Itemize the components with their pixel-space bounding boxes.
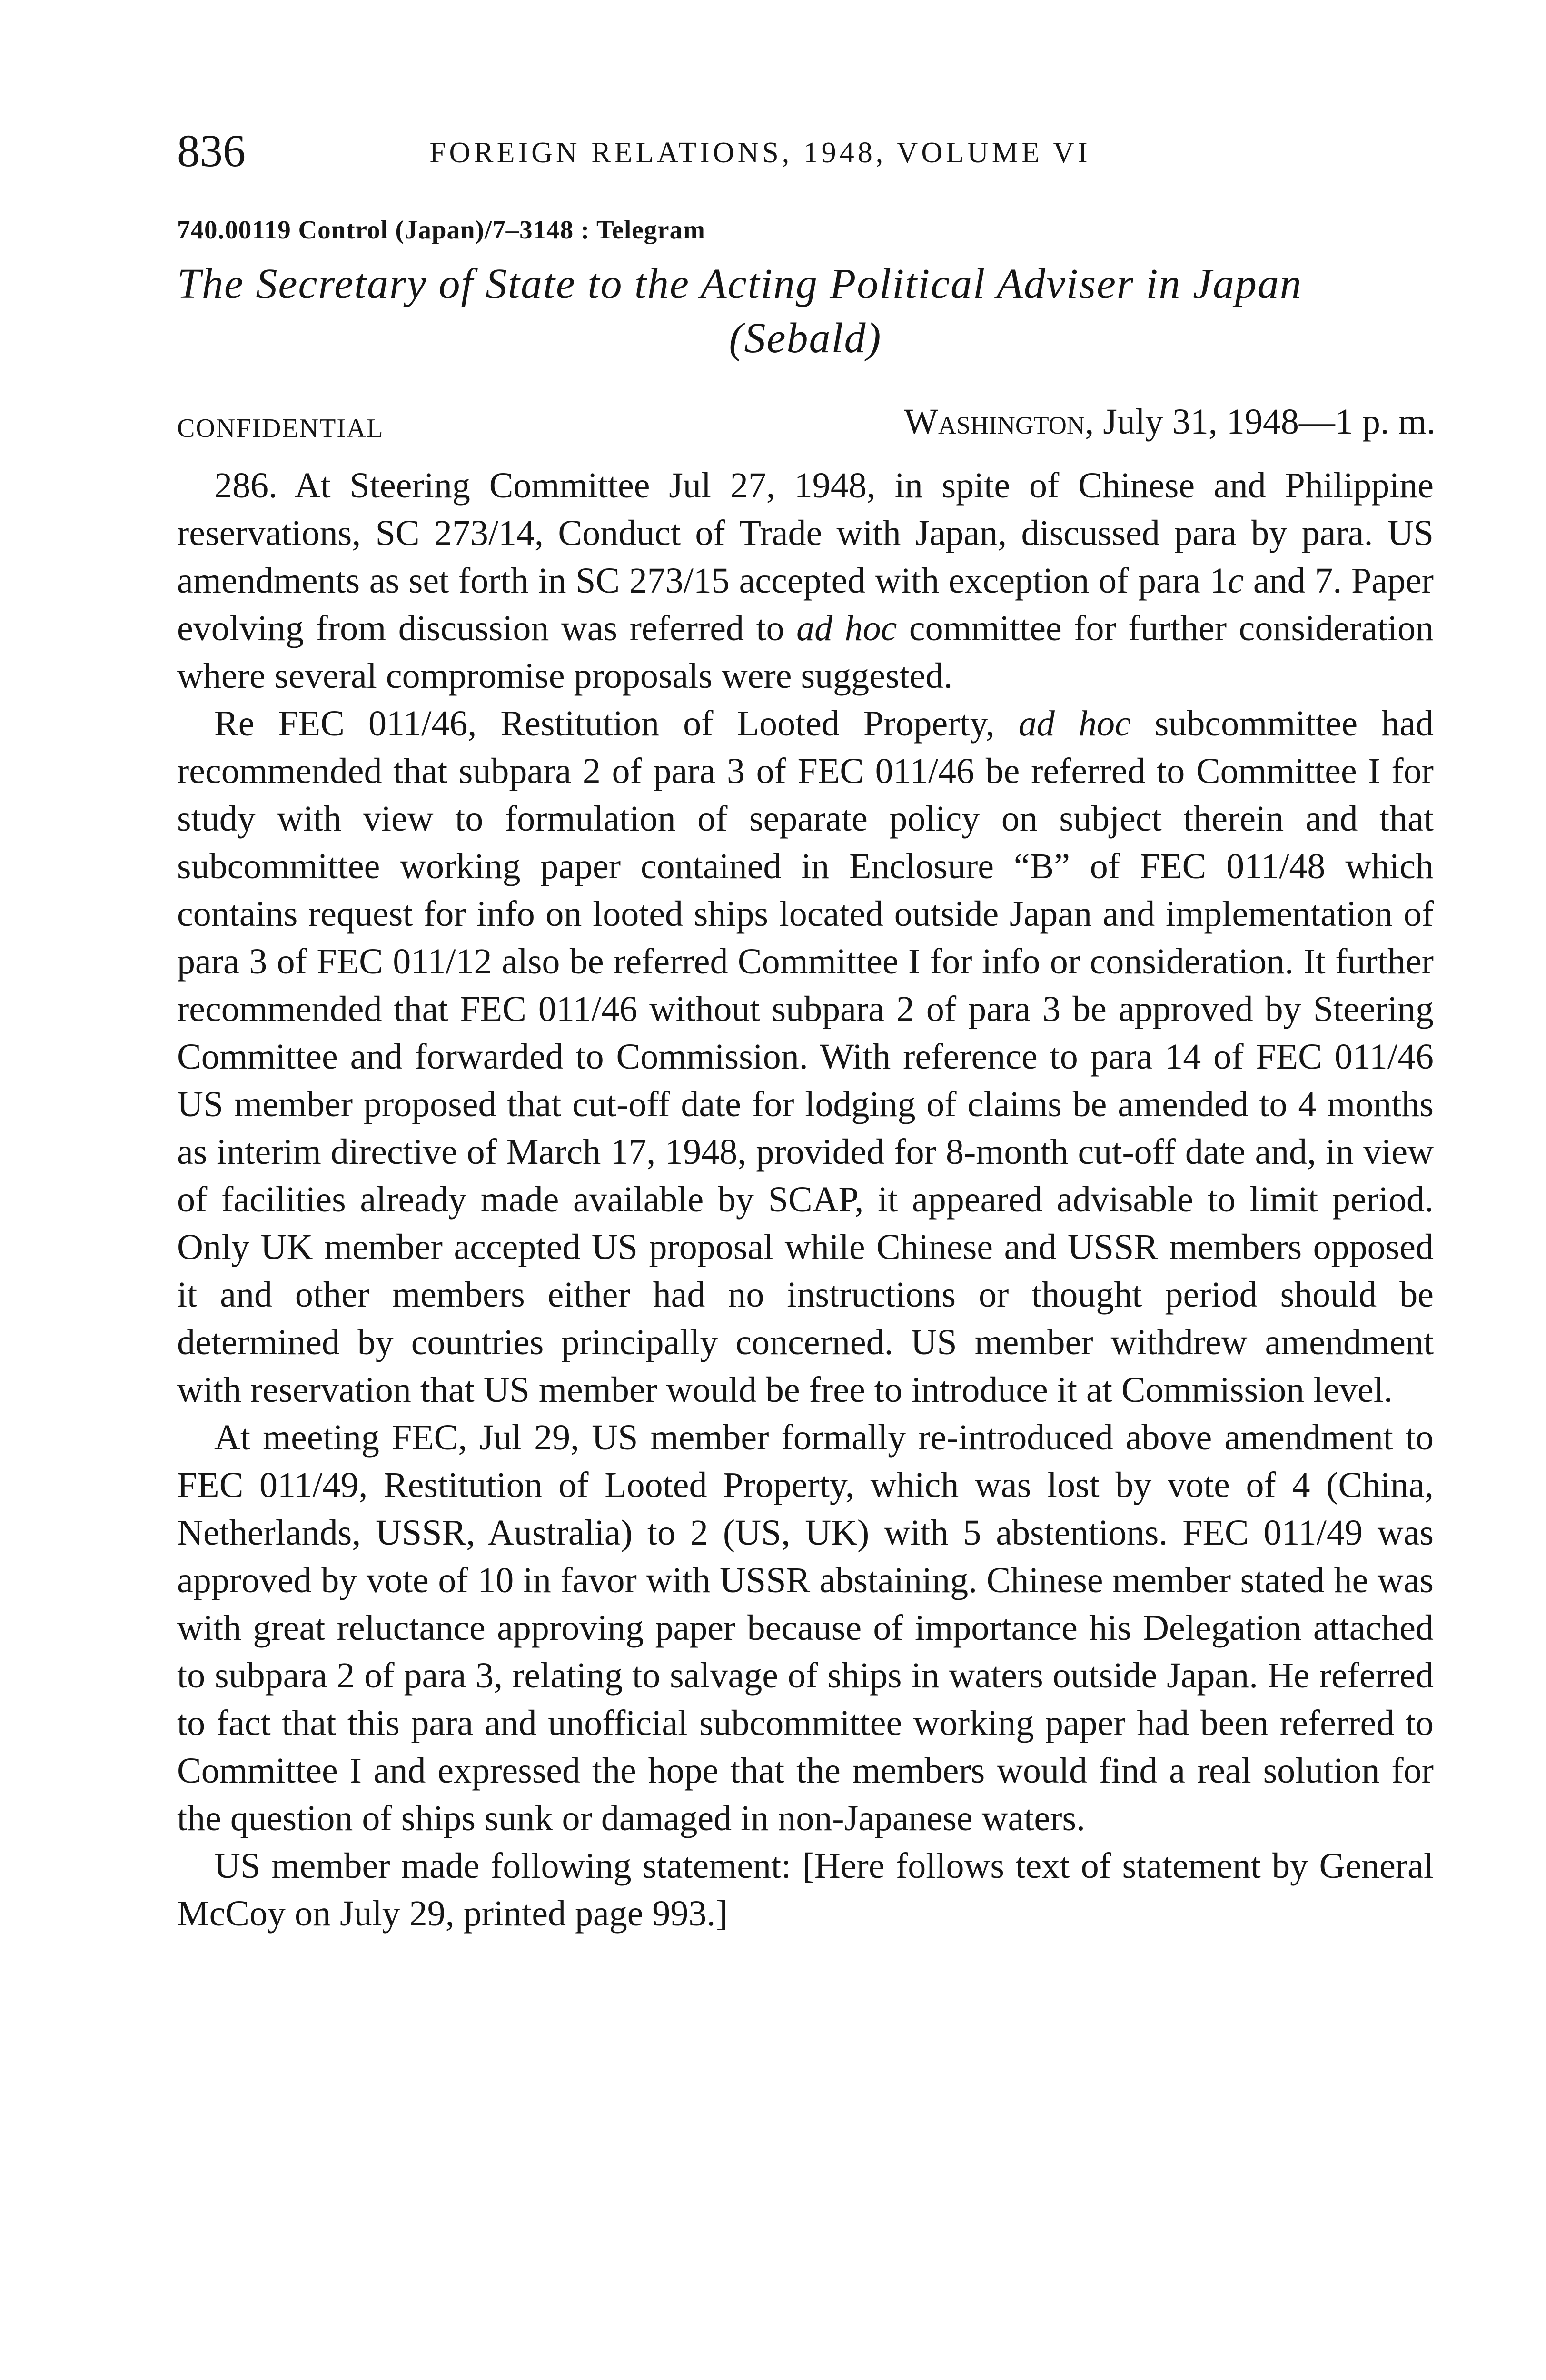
dateline-place: Washington	[904, 402, 1085, 442]
paragraph-1-text-b: and 7. Paper evolving from discussion was referred to	[177, 561, 1434, 648]
classification-label: CONFIDENTIAL	[177, 414, 384, 443]
running-title: FOREIGN RELATIONS, 1948, VOLUME VI	[429, 137, 1091, 169]
paragraph-2-text-a: Re FEC 011/46, Restitution of Looted Property,	[214, 704, 1019, 744]
paragraph-4: US member made following statement: [Here follows text of statement by General McCoy on July 29, printed page 993.]	[177, 1846, 1434, 1934]
paragraph-2	[177, 700, 1434, 1414]
dateline-date: , July 31, 1948—1 p. m.	[1085, 402, 1436, 442]
paragraph-1-text-a: 286. At Steering Committee Jul 27, 1948, in spite of Chinese and Philippine reservations, SC 273/14, Conduct of Trade with Japan, discussed para by para. US amendments as set forth in SC 273/15 accepted with exception of para 1	[177, 466, 1434, 601]
paragraph-3: At meeting FEC, Jul 29, US member formally re-introduced above amendment to FEC 011/49, Restitution of Looted Property, which was lost by vote of 4 (China, Netherlands, USSR, Australia) to 2 (US, UK) with 5 abstentions. FEC 011/49 was approved by vote of 10 in favor with USSR abstaining. Chinese member stated he was with great reluctance approving paper because of importance his Delegation attached to subpara 2 of para 3, relating to salvage of ships in waters outside Japan. He referred to fact that this para and unofficial subcommittee working paper had been referred to Committee I and expressed the hope that the members would find a real solution for the question of ships sunk or damaged in non-Japanese waters.	[177, 1418, 1434, 1838]
document-title-line-2: (Sebald)	[729, 315, 882, 362]
dateline	[904, 398, 1436, 446]
running-head	[177, 125, 1453, 177]
paragraph-1-italic-c: c	[1228, 561, 1244, 601]
telegram-body	[177, 462, 1434, 1937]
paragraph-1-text-d: committee for further consideration where several compromise proposals were suggested.	[177, 608, 1434, 696]
paragraph-2-italic-ad-hoc: ad hoc	[1018, 704, 1131, 744]
page-number: 836	[177, 125, 246, 176]
document-title-line-1: The Secretary of State to the Acting Political Adviser in Japan	[177, 260, 1302, 307]
paragraph-1	[177, 462, 1434, 700]
file-reference: 740.00119 Control (Japan)/7–3148 : Telegram	[177, 215, 705, 244]
document-title	[177, 257, 1434, 366]
paragraph-1-italic-ad-hoc: ad hoc	[796, 608, 897, 648]
paragraph-2-text-b: subcommittee had recommended that subpara 2 of para 3 of FEC 011/46 be referred to Committee I for study with view to formulation of separate policy on subject therein and that subcommittee working paper contained in Enclosure “B” of FEC 011/48 which contains request for info on looted ships located outside Japan and implementation of para 3 of FEC 011/12 also be referred Committee I for info or consideration. It further recommended that FEC 011/46 without subpara 2 of para 3 be approved by Steering Committee and forwarded to Commission. With reference to para 14 of FEC 011/46 US member proposed that cut-off date for lodging of claims be amended to 4 months as interim directive of March 17, 1948, provided for 8-month cut-off date and, in view of facilities already made available by SCAP, it appeared advisable to limit period. Only UK member accepted US proposal while Chinese and USSR members opposed it and other members either had no instructions or thought period should be determined by countries principally concerned. US member withdrew amendment with reservation that US member would be free to introduce it at Commission level.	[177, 704, 1434, 1410]
